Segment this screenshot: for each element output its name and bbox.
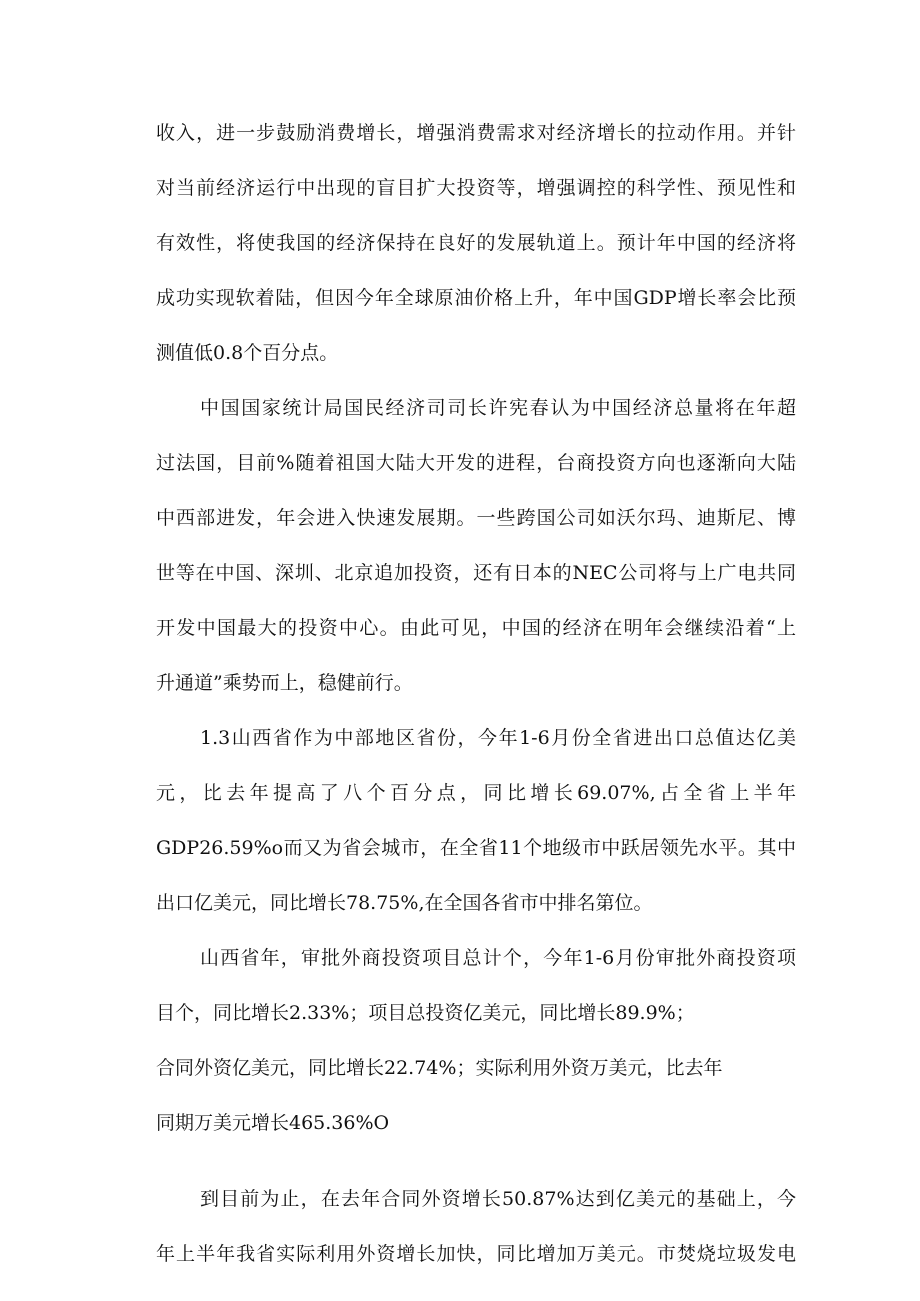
text-line: 过法国，目前%随着祖国大陆大开发的进程，台商投资方向也逐渐向大陆: [156, 452, 796, 474]
text-line: 升通道”乘势而上，稳健前行。: [156, 672, 413, 694]
text-line: 目个，同比增长2.33%；项目总投资亿美元，同比增长89.9%；: [156, 1002, 695, 1024]
text-line: 合同外资亿美元，同比增长22.74%；实际利用外资万美元，比去年: [156, 1057, 723, 1079]
text-line: 开发中国最大的投资中心。由此可见，中国的经济在明年会继续沿着“上: [156, 617, 796, 639]
text-line: 成功实现软着陆，但因今年全球原油价格上升，年中国GDP增长率会比预: [156, 287, 796, 309]
text-line: 中西部进发，年会进入快速发展期。一些跨国公司如沃尔玛、迪斯尼、博: [156, 507, 796, 529]
text-line: 测值低0.8个百分点。: [156, 342, 339, 364]
text-line: 有效性，将使我国的经济保持在良好的发展轨道上。预计年中国的经济将: [156, 232, 796, 254]
text-line: GDP26.59%o而又为省会城市，在全省11个地级市中跃居领先水平。其中: [156, 837, 796, 859]
text-line: 世等在中国、深圳、北京追加投资，还有日本的NEC公司将与上广电共同: [156, 562, 796, 584]
text-line: 年上半年我省实际利用外资增长加快，同比增加万美元。市焚烧垃圾发电: [156, 1243, 796, 1265]
text-line: 1.3山西省作为中部地区省份，今年1-6月份全省进出口总值达亿美: [200, 727, 796, 749]
text-line: 对当前经济运行中出现的盲目扩大投资等，增强调控的科学性、预见性和: [156, 177, 796, 199]
text-line: 中国国家统计局国民经济司司长许宪春认为中国经济总量将在年超: [200, 397, 796, 419]
text-line: 到目前为止，在去年合同外资增长50.87%达到亿美元的基础上，今: [200, 1188, 796, 1210]
text-line: 收入，进一步鼓励消费增长，增强消费需求对经济增长的拉动作用。并针: [156, 122, 796, 144]
text-line: 出口亿美元，同比增长78.75%,在全国各省市中排名第位。: [156, 892, 653, 914]
text-line: 山西省年，审批外商投资项目总计个，今年1-6月份审批外商投资项: [200, 947, 796, 969]
text-line: 元，比去年提高了八个百分点，同比增长69.07%,占全省上半年: [156, 782, 796, 804]
text-line: 同期万美元增长465.36%O: [156, 1112, 390, 1134]
